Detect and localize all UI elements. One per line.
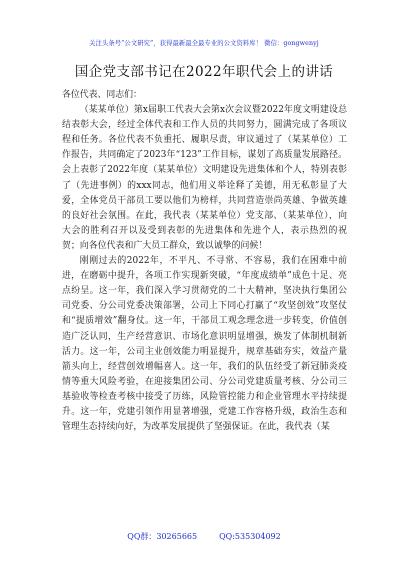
document-body <box>62 88 347 435</box>
paragraph-1: （某某单位）第x届职工代表大会第x次会议暨2022年度文明建设总结表彰大会，经过全体代表和工作人员的共同努力，圆满完成了各项议程和任务。各位代表不负重托、履职尽责，审议通过了（某某单位）工作报告，共同确定了2023年“123”工作目标，谋划了高质量发展路径。会上表彰了2022年度（某某单位）文明建设先进集体和个人，特别表彰了（先进事例）的xxx同志，他们用义举诠释了美德，用无私彰显了大爱，全体党员干部员工要以他们为榜样，共同营造崇尚英雄、争做英雄的良好社会氛围。在此，我代表（某某单位）党支部、（某某单位），向大会的胜利召开以及受到表彰的先进集体和先进个人，表示热烈的祝贺；向各位代表和广大员工群众，致以诚挚的问候！ <box>62 105 347 251</box>
footer-contact <box>0 531 408 542</box>
document-title: 国企党支部书记在2022年职代会上的讲话 <box>74 64 334 80</box>
header-promo-note: 关注头条号“公文研究”，获得最新最全最专业的公文资料库！ 微信：gongwenyj <box>89 40 319 47</box>
footer-qq: QQ:535304092 <box>219 532 281 541</box>
footer-qq-group: QQ群：30265665 <box>127 532 198 541</box>
salutation: 各位代表、同志们： <box>62 90 142 100</box>
paragraph-2: 刚刚过去的2022年，不平凡、不寻常、不容易，我们在困难中前进，在磨砺中提升，各项工作实现新突破，“年度成绩单”成色十足、亮点纷呈。这一年，我们深入学习贯彻党的二十大精神，坚决执行集团公司党委、分公司党委决策部署，公司上下同心打赢了“攻坚创效”攻坚仗和“提质增效”翻身仗。这一年，干部员工观念理念进一步转变，价值创造广泛认同，生产经营意识、市场化意识明显增强，焕发了体制机制新活力。这一年，公司主业创效能力明显提升，规章基础夯实，效益产量箭头向上，经营创效增幅喜人。这一年，我们的队伍经受了新冠肺炎疫情等重大风险考验，在迎接集团公司、分公司党建质量考核、分公司三基验收等检查考核中接受了历练，风险管控能力和企业管理水平持续提升。这一年，党建引领作用显著增强，党建工作容格升级，政治生态和管理生态持续向好，为改革发展提供了坚强保证。在此，我代表（某 <box>62 256 347 433</box>
